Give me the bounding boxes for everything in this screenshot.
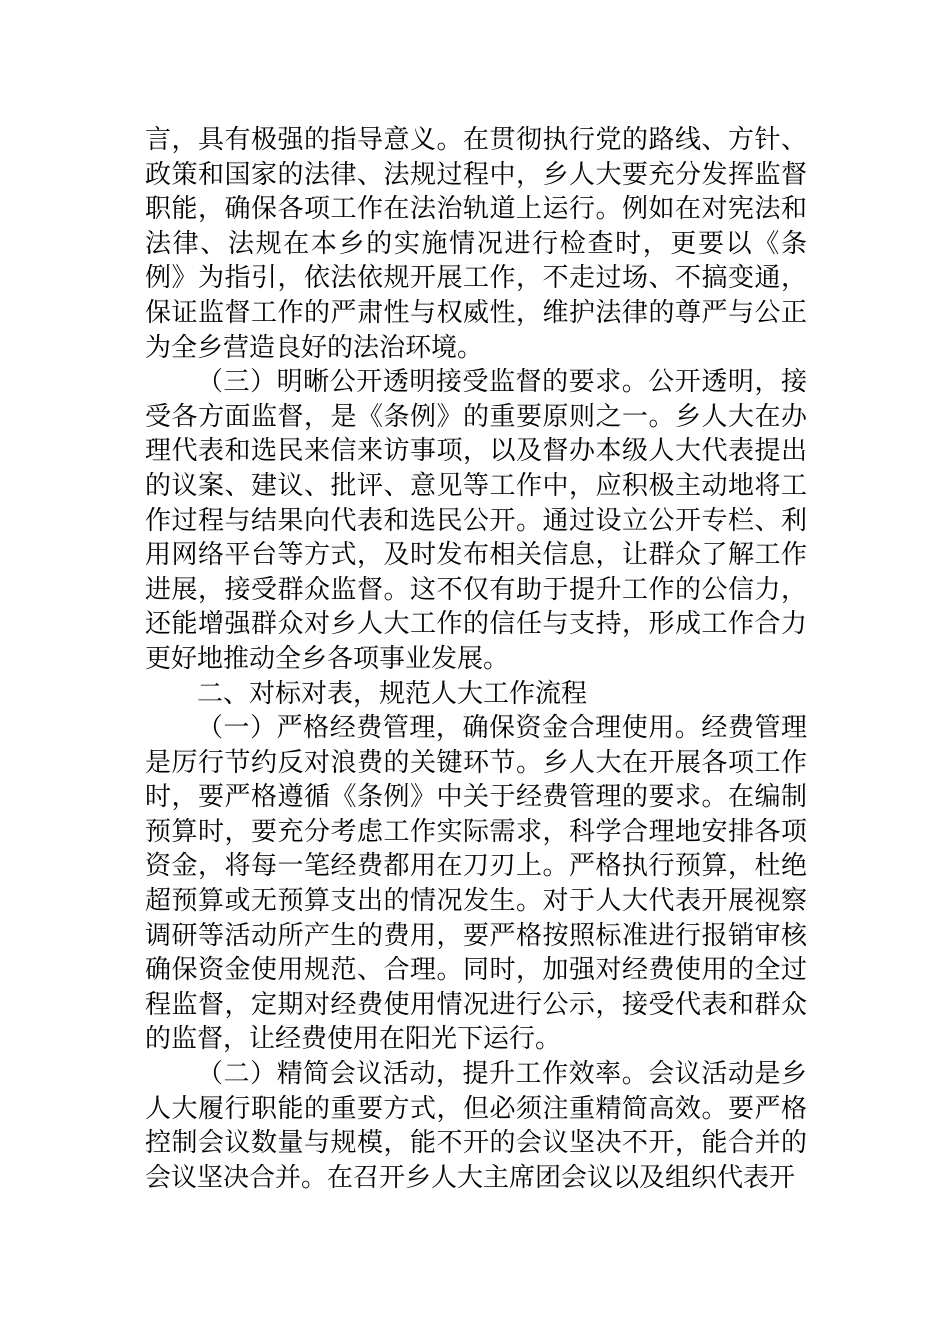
paragraph-section-3: （三）明晰公开透明接受监督的要求。公开透明，接受各方面监督，是《条例》的重要原则之一。乡人大在办理代表和选民来信来访事项，以及督办本级人大代表提出的议案、建议、批评、意见等工作中，应积极主动地将工作过程与结果向代表和选民公开。通过设立公开专栏、利用网络平台等方式，及时发布相关信息，让群众了解工作进展，接受群众监督。这不仅有助于提升工作的公信力，还能增强群众对乡人大工作的信任与支持，形成工作合力更好地推动全乡各项事业发展。 bbox=[145, 367, 807, 674]
section-heading-2: 二、对标对表，规范人大工作流程 bbox=[197, 678, 588, 709]
paragraph-subsection-1: （一）严格经费管理，确保资金合理使用。经费管理是厉行节约反对浪费的关键环节。乡人大在开展各项工作时，要严格遵循《条例》中关于经费管理的要求。在编制预算时，要充分考虑工作实际需求，科学合理地安排各项资金，将每一笔经费都用在刀刃上。严格执行预算，杜绝超预算或无预算支出的情况发生。对于人大代表开展视察调研等活动所产生的费用，要严格按照标准进行报销审核确保资金使用规范、合理。同时，加强对经费使用的全过程监督，定期对经费使用情况进行公示，接受代表和群众的监督，让经费使用在阳光下运行。 bbox=[145, 713, 807, 1055]
paragraph-subsection-2: （二）精简会议活动，提升工作效率。会议活动是乡人大履行职能的重要方式，但必须注重精简高效。要严格控制会议数量与规模，能不开的会议坚决不开，能合并的会议坚决合并。在召开乡人大主席团会议以及组织代表开 bbox=[145, 1059, 807, 1193]
paragraph-continuation: 言，具有极强的指导意义。在贯彻执行党的路线、方针、政策和国家的法律、法规过程中，乡人大要充分发挥监督职能，确保各项工作在法治轨道上运行。例如在对宪法和法律、法规在本乡的实施情况进行检查时，更要以《条例》为指引，依法依规开展工作，不走过场、不搞变通，保证监督工作的严肃性与权威性，维护法律的尊严与公正为全乡营造良好的法治环境。 bbox=[145, 125, 807, 363]
document-body bbox=[145, 123, 807, 1195]
